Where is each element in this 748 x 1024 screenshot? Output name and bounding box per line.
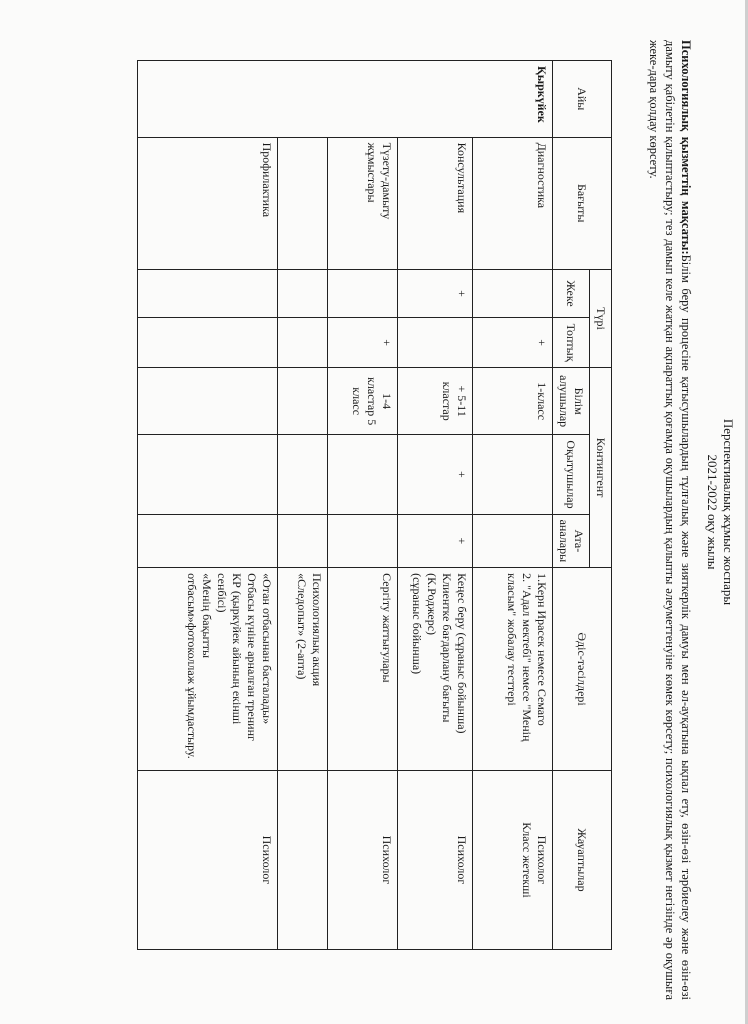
parents-cell xyxy=(328,514,398,568)
header-group: Топтық xyxy=(553,318,590,368)
methods-cell xyxy=(328,568,398,771)
students-cell: 1-класс xyxy=(473,368,553,435)
header-type: Түрі xyxy=(590,269,612,367)
table-row xyxy=(328,61,398,950)
direction-cell: Профилактика xyxy=(138,137,278,269)
individual-cell xyxy=(473,269,553,317)
header-teachers: Оқытушылар xyxy=(553,435,590,514)
method-line: Психологиялық акция xyxy=(310,573,324,687)
method-line: Отбасы күніне арналған тренинг xyxy=(245,573,259,741)
document-title xyxy=(704,0,736,1024)
responsible-cell: Психолог xyxy=(398,770,473,949)
table-row xyxy=(473,61,553,950)
individual-cell xyxy=(138,269,278,317)
header-parents: Ата-аналары xyxy=(553,514,590,568)
header-responsible: Жауаптылар xyxy=(553,770,612,949)
title-line-2: 2021-2022 оқу жылы xyxy=(705,454,720,570)
students-cell xyxy=(138,368,278,435)
header-students: Білім алушылар xyxy=(553,368,590,435)
method-line: «Менің бақытты отбасым»фотоколлаж ұйымдастыру. xyxy=(185,573,214,759)
group-cell: + xyxy=(328,318,398,368)
methods-cell xyxy=(138,568,278,771)
group-cell: + xyxy=(473,318,553,368)
parents-cell xyxy=(473,514,553,568)
responsible-cell: Психолог xyxy=(328,770,398,949)
direction-cell xyxy=(278,137,328,269)
teachers-cell xyxy=(278,435,328,514)
individual-cell xyxy=(278,269,328,317)
purpose-text: Білім беру процесіне қатысушылардың тұлғалық және зияткерлік дамуы мен әл-ауқатына ықпал ету, өзін-өзі тәрбиелеу және өзін-өзі дамыту қабілетін қалыптастыру; тез дамып келе жатқан ақпараттық қоғамда оқушылардың қалыпты әлеуметтенуіне көмек көрсету; психологиялық қызмет негізінде әр оқушыға жеке-дара қолдау көрсету. xyxy=(647,40,693,1000)
responsible-cell xyxy=(473,770,553,949)
methods-cell xyxy=(278,568,328,771)
method-line: «Отан отбасынан басталады» xyxy=(260,573,274,725)
group-cell xyxy=(138,318,278,368)
direction-cell: Диагностика xyxy=(473,137,553,269)
method-line: КР (қыркүйек айының екінші сенбісі) xyxy=(215,573,244,725)
header-direction: Бағыты xyxy=(553,137,612,269)
individual-cell: + xyxy=(398,269,473,317)
table-row xyxy=(138,61,278,950)
teachers-cell xyxy=(328,435,398,514)
responsible-cell xyxy=(278,770,328,949)
month-cell: Қыркүйек xyxy=(138,61,553,138)
parents-cell xyxy=(138,514,278,568)
parents-cell xyxy=(278,514,328,568)
method-line: 1.Керн Ирасек немесе Семаго xyxy=(535,573,549,726)
table-row xyxy=(278,61,328,950)
method-line: 2. "Адал мектебі" немесе "Менің класым" жобалау тесттері xyxy=(505,573,534,742)
responsible-line: Класс жетекші xyxy=(520,822,534,898)
table-row xyxy=(398,61,473,950)
table-header-row-1 xyxy=(590,61,612,950)
group-cell xyxy=(398,318,473,368)
direction-cell: Түзету-дамыту жұмыстары xyxy=(328,137,398,269)
plan-table xyxy=(137,60,612,950)
purpose-label: Психологиялық қызметтің мақсаты: xyxy=(679,40,693,255)
header-methods: Әдіс-тәсілдері xyxy=(553,568,612,771)
method-line: (сұраныс бойынша) xyxy=(410,573,424,675)
teachers-cell xyxy=(138,435,278,514)
method-line: Сергіту жаттығулары xyxy=(380,573,394,683)
methods-cell xyxy=(398,568,473,771)
teachers-cell xyxy=(473,435,553,514)
header-contingent: Контингент xyxy=(590,368,612,568)
parents-cell: + xyxy=(398,514,473,568)
header-month: Айы xyxy=(553,61,612,138)
students-cell: + 5-11 кластар xyxy=(398,368,473,435)
students-cell: 1-4 кластар 5 класс xyxy=(328,368,398,435)
header-individual: Жеке xyxy=(553,269,590,317)
group-cell xyxy=(278,318,328,368)
students-cell xyxy=(278,368,328,435)
direction-cell: Консультация xyxy=(398,137,473,269)
methods-cell xyxy=(473,568,553,771)
method-line: Клиентке бағдарлану бағыты (К.Роджерс) xyxy=(425,573,454,723)
responsible-cell: Психолог xyxy=(138,770,278,949)
title-line-1: Перспективалық жұмыс жоспары xyxy=(721,418,736,606)
individual-cell xyxy=(328,269,398,317)
method-line: Кеңес беру (сұраныс бойынша) xyxy=(455,573,469,734)
purpose-paragraph xyxy=(646,40,694,1000)
teachers-cell: + xyxy=(398,435,473,514)
method-line: «Следопыт» (2-апта) xyxy=(295,573,309,680)
responsible-line: Психолог xyxy=(535,835,549,885)
